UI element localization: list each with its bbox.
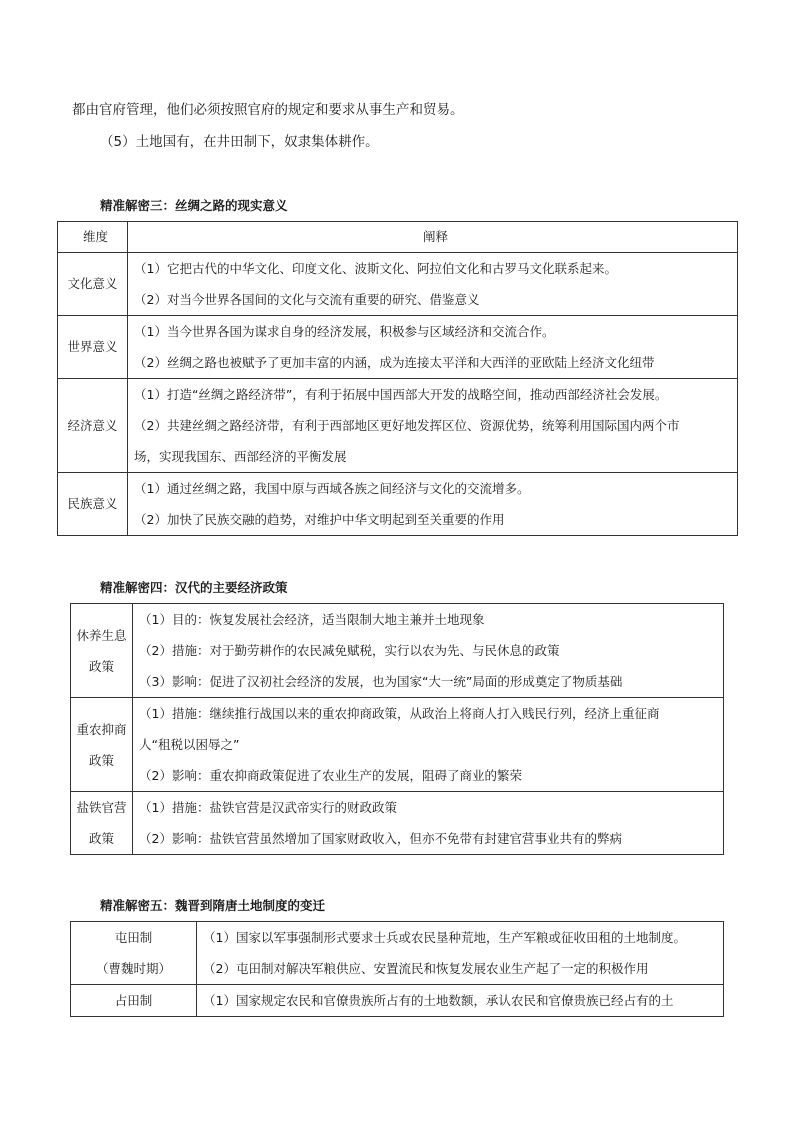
row-line: （1）它把古代的中华文化、印度文化、波斯文化、阿拉伯文化和古罗马文化联系起来。 [134,261,617,276]
row-content [128,473,738,536]
row-content [128,379,738,473]
row-line: （2）屯田制对解决军粮供应、安置流民和恢复发展农业生产起了一定的积极作用 [203,961,649,976]
intro-line-2: （5）土地国有，在井田制下，奴隶集体耕作。 [100,134,379,150]
header-explanation: 阐释 [128,222,738,253]
table-row [58,316,738,379]
category-line: 占田制 [114,993,153,1008]
row-category [71,922,197,985]
category-line: 政策 [88,831,114,846]
row-line: （1）国家规定农民和官僚贵族所占有的土地数额，承认农民和官僚贵族已经占有的土 [203,993,674,1008]
row-line: （1）通过丝绸之路，我国中原与西域各族之间经济与文化的交流增多。 [134,481,530,496]
row-line: （1）目的：恢复发展社会经济，适当限制大地主兼并土地现象 [139,612,485,627]
category-line: 休养生息 [76,627,127,643]
row-category: 文化意义 [58,253,128,316]
category-line: 屯田制 [114,930,153,945]
table-row [58,253,738,316]
row-content [197,985,724,1017]
row-line: （1）当今世界各国为谋求自身的经济发展，积极参与区域经济和交流合作。 [134,324,555,339]
category-line: 政策 [88,658,114,674]
row-category: 经济意义 [58,379,128,473]
row-line: （2）影响：重农抑商政策促进了农业生产的发展，阻碍了商业的繁荣 [139,768,522,783]
table-row [71,698,724,792]
table-row [71,985,724,1017]
table-row [71,604,724,698]
section3-table [57,221,738,536]
category-line: 政策 [88,752,114,768]
row-category [71,604,133,698]
section5-heading: 精准解密五：魏晋到隋唐土地制度的变迁 [100,898,326,913]
row-line: （1）国家以军事强制形式要求士兵或农民垦种荒地，生产军粮或征收田租的土地制度。 [203,930,686,945]
section3-heading: 精准解密三：丝绸之路的现实意义 [100,198,288,213]
header-dimension: 维度 [58,222,128,253]
row-line: 人“租税以困辱之” [139,737,240,752]
section4-table [70,603,724,855]
table-row [58,379,738,473]
row-content [133,792,724,855]
row-content [133,604,724,698]
row-line: （2）影响：盐铁官营虽然增加了国家财政收入，但亦不免带有封建官营事业共有的弊病 [139,831,622,846]
row-line: （1）措施：继续推行战国以来的重农抑商政策，从政治上将商人打入贱民行列，经济上重征商 [139,706,660,721]
row-line: （2）措施：对于勤劳耕作的农民减免赋税，实行以农为先、与民休息的政策 [139,643,560,658]
row-category [71,792,133,855]
row-category: 世界意义 [58,316,128,379]
row-line: （1）打造“丝绸之路经济带”，有利于拓展中国西部大开发的战略空间，推动西部经济社会发展。 [134,387,668,402]
section4-heading: 精准解密四：汉代的主要经济政策 [100,580,288,595]
row-content [128,253,738,316]
row-line: （3）影响：促进了汉初社会经济的发展，也为国家“大一统”局面的形成奠定了物质基础 [139,674,623,689]
table-row [71,922,724,985]
row-line: 场，实现我国东、西部经济的平衡发展 [134,449,347,464]
row-line: （1）措施：盐铁官营是汉武帝实行的财政政策 [139,800,397,815]
row-line: （2）对当今世界各国间的文化与交流有重要的研究、借鉴意义 [134,292,480,307]
category-line: 重农抑商 [76,721,127,737]
row-category [71,985,197,1017]
row-content [197,922,724,985]
row-line: （2）共建丝绸之路经济带，有利于西部地区更好地发挥区位、资源优势，统筹利用国际国内两个市 [134,418,680,433]
table-row [71,792,724,855]
row-category: 民族意义 [58,473,128,536]
category-line: 盐铁官营 [76,800,127,815]
table-header-row [58,222,738,253]
row-category [71,698,133,792]
row-content [128,316,738,379]
table-row [58,473,738,536]
row-line: （2）加快了民族交融的趋势，对维护中华文明起到至关重要的作用 [134,512,505,527]
category-line: （曹魏时期） [95,961,171,976]
section5-table [70,921,724,1017]
intro-line-1: 都由官府管理，他们必须按照官府的规定和要求从事生产和贸易。 [72,102,464,118]
row-content [133,698,724,792]
row-line: （2）丝绸之路也被赋予了更加丰富的内涵，成为连接太平洋和大西洋的亚欧陆上经济文化纽带 [134,355,655,370]
